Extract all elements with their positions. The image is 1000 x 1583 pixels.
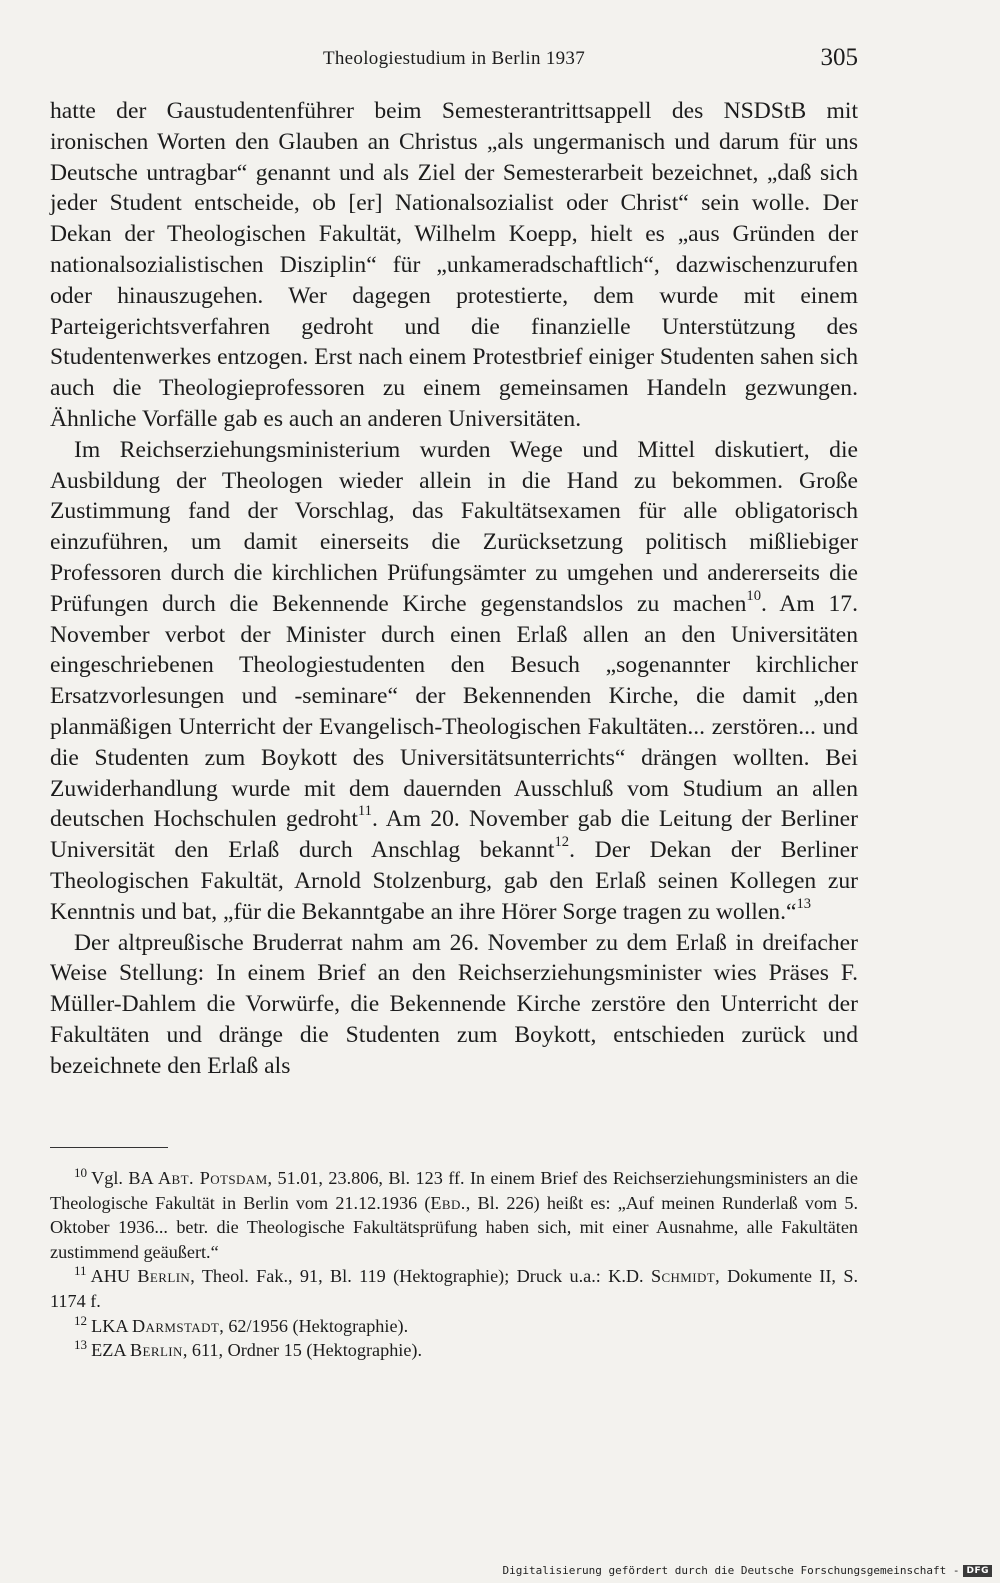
footnote-text: , Bl. 226) heißt es: „Auf meinen Runderlaß vom 5. Oktober 1936... betr. die Theologische Fakultätsprüfung haben sich, mit einer Ausnahme, alle Fakultäten zustimmend geäußert.“ [50, 1192, 858, 1262]
footnote-archive: Berlin [130, 1340, 183, 1361]
footnote-12 [50, 1314, 858, 1339]
footnote-archive: Berlin [137, 1266, 191, 1287]
footnote-ref-13: 13 [796, 895, 812, 912]
running-title: Theologiestudium in Berlin 1937 [322, 48, 586, 69]
paragraph-1 [50, 96, 858, 435]
paragraph-2 [50, 435, 858, 928]
footnote-text: AHU [90, 1266, 138, 1287]
footnote-number: 10 [74, 1164, 88, 1180]
paragraph-1-text: hatte der Gaustudentenführer beim Semesterantrittsappell des NSDStB mit ironischen Worten den Glauben an Christus „als ungermanisch und darum für uns Deutsche untragbar“ genannt und als Ziel der Semesterarbeit bezeichnet, „daß sich jeder Student entscheide, ob [er] Nationalsozialist oder Christ“ sein wolle. Der Dekan der Theologischen Fakultät, Wilhelm Koepp, hielt es „aus Gründen der nationalsozialistischen Disziplin“ für „unkameradschaftlich“, dazwischenzurufen oder hinauszugehen. Wer dagegen protestierte, dem wurde mit einem Parteigerichtsverfahren gedroht und die finanzielle Unterstützung des Studentenwerkes entzogen. Erst nach einem Protestbrief einiger Studenten sahen sich auch die Theologieprofessoren zu einem gemeinsamen Handeln gezwungen. Ähnliche Vorfälle gab es auch an anderen Universitäten. [50, 98, 858, 432]
footnote-10 [50, 1166, 858, 1264]
credit-text: Digitalisierung gefördert durch die Deutsche Forschungsgemeinschaft - [502, 1564, 960, 1577]
footnote-text: , 611, Ordner 15 (Hektographie). [182, 1340, 423, 1361]
footnote-archive: Darmstadt [132, 1315, 220, 1336]
footnotes [50, 1166, 858, 1363]
paragraph-2-text-d: . Der Dekan der Berliner Theologischen Fakultät, Arnold Stolzenburg, gab den Erlaß seinen Kollegen zur Kenntnis und bat, „für die Bekanntgabe an ihre Hörer Sorge tragen zu wollen.“ [50, 837, 858, 925]
footnote-number: 12 [74, 1312, 88, 1328]
paragraph-2-text-a: Im Reichserziehungsministerium wurden Wege und Mittel diskutiert, die Ausbildung der Theologen wieder allein in die Hand zu bekommen. Große Zustimmung fand der Vorschlag, das Fakultätsexamen für alle obligatorisch einzuführen, um damit einerseits die Zurücksetzung politisch mißliebiger Professoren durch die kirchlichen Prüfungsämter zu umgehen und andererseits die Prüfungen durch die Bekennende Kirche gegenstandslos zu machen [50, 436, 858, 617]
footnote-author: Schmidt [650, 1266, 716, 1287]
footnote-13 [50, 1338, 858, 1363]
page-number: 305 [820, 44, 858, 71]
footnote-number: 13 [74, 1337, 88, 1353]
footnote-number: 11 [74, 1263, 87, 1279]
running-head [50, 44, 858, 80]
footnote-text: , Theol. Fak., 91, Bl. 119 (Hektographie); Druck u.a.: K.D. [190, 1266, 651, 1287]
digitization-credit [503, 1564, 992, 1577]
footnote-ibid: Ebd. [430, 1192, 466, 1213]
footnote-archive: Abt. Potsdam [158, 1168, 268, 1188]
footnote-text: , 62/1956 (Hektographie). [219, 1315, 409, 1336]
footnote-separator [50, 1147, 168, 1148]
footnote-text: EZA [91, 1340, 130, 1361]
footnote-ref-10: 10 [746, 587, 762, 604]
footnote-text: , Dokumente II, S. 1174 f. [50, 1266, 859, 1311]
paragraph-3 [50, 928, 858, 1082]
paragraph-2-text-c: . Am 20. November gab die Leitung der Berliner Universität den Erlaß durch Anschlag bekannt [50, 806, 859, 864]
footnote-text: , 51.01, 23.806, Bl. 123 ff. In einem Brief des Reichserziehungsministers an die Theologische Fakultät in Berlin vom 21.12.1936 ( [50, 1168, 858, 1213]
footnote-ref-12: 12 [554, 834, 570, 851]
footnote-text: LKA [91, 1315, 133, 1336]
footnote-ref-11: 11 [357, 803, 372, 820]
footnote-11 [50, 1264, 858, 1313]
dfg-logo: DFG [963, 1565, 992, 1577]
footnote-text: Vgl. BA [91, 1168, 159, 1188]
paragraph-3-text: Der altpreußische Bruderrat nahm am 26. November zu dem Erlaß in dreifacher Weise Stellung: In einem Brief an den Reichserziehungsminister wies Präses F. Müller-Dahlem die Vorwürfe, die Bekennende Kirche zerstöre den Unterricht der Fakultäten und dränge die Studenten zum Boykott, entschieden zurück und bezeichnete den Erlaß als [50, 929, 858, 1079]
body-text [50, 96, 858, 1082]
paragraph-2-text-b: . Am 17. November verbot der Minister durch einen Erlaß allen an den Universitäten eingeschriebenen Theologiestudenten den Besuch „sogenannter kirchlicher Ersatzvorlesungen und -seminare“ der Bekennenden Kirche, die damit „den planmäßigen Unterricht der Evangelisch-Theologischen Fakultäten... zerstören... und die Studenten zum Boykott des Universitätsunterrichts“ drängen wollten. Bei Zuwiderhandlung wurde mit dem dauernden Ausschluß vom Studium an allen deutschen Hochschulen gedroht [50, 590, 858, 833]
